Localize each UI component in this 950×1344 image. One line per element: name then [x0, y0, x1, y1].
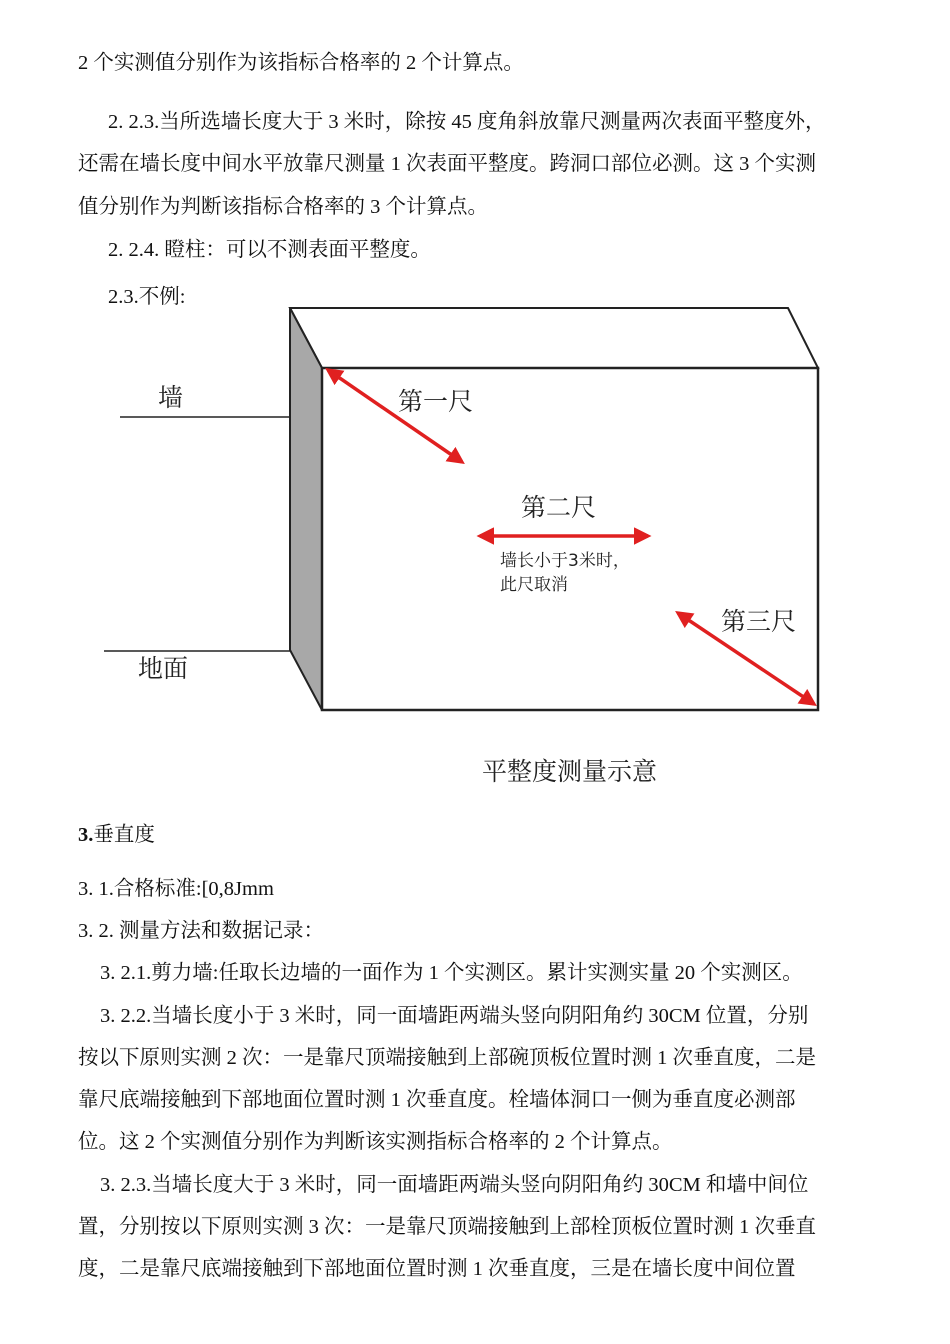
- ruler2-label: 第二尺: [521, 493, 597, 522]
- text-line: 2. 2.4. 瞪柱：可以不测表面平整度。: [108, 239, 431, 261]
- text-line: 置，分别按以下原则实测 3 次：一是靠尺顶端接触到上部栓顶板位置时测 1 次垂直: [78, 1216, 816, 1238]
- ruler1-label: 第一尺: [398, 387, 474, 416]
- wall-label: 墙: [158, 383, 184, 412]
- text-line: 2.3.不例:: [108, 286, 186, 308]
- section-heading: [78, 822, 155, 848]
- text-line: 3. 1.合格标准:[0,8Jmm: [78, 878, 274, 900]
- text-line: 度，二是靠尺底端接触到下部地面位置时测 1 次垂直度，三是在墙长度中间位置: [78, 1258, 796, 1280]
- text-line: 按以下原则实测 2 次：一是靠尺顶端接触到上部碗顶板位置时测 1 次垂直度，二是: [78, 1047, 816, 1069]
- text-line: 3. 2.1.剪力墙:任取长边墙的一面作为 1 个实测区。累计实测实量 20 个实测区。: [100, 962, 803, 984]
- flatness-diagram: [0, 290, 950, 810]
- section-title: 垂直度: [93, 824, 155, 846]
- text-line: 2 个实测值分别作为该指标合格率的 2 个计算点。: [78, 52, 524, 74]
- wall-top-face: [290, 308, 818, 368]
- text-line: 值分别作为判断该指标合格率的 3 个计算点。: [78, 196, 488, 218]
- section-number: 3.: [78, 824, 94, 846]
- text-line: 3. 2.2.当墙长度小于 3 米时，同一面墙距两端头竖向阴阳角约 30CM 位置，分别: [100, 1005, 809, 1027]
- ruler3-label: 第三尺: [721, 607, 797, 636]
- ruler2-note-line1: 墙长小于3米时，: [500, 551, 630, 571]
- text-line: 3. 2.3.当墙长度大于 3 米时，同一面墙距两端头竖向阴阳角约 30CM 和墙中间位: [100, 1174, 809, 1196]
- text-line: 位。这 2 个实测值分别作为判断该实测指标合格率的 2 个计算点。: [78, 1131, 673, 1153]
- text-line: 还需在墙长度中间水平放靠尺测量 1 次表面平整度。跨洞口部位必测。这 3 个实测: [78, 153, 816, 175]
- text-line: 3. 2. 测量方法和数据记录：: [78, 920, 324, 942]
- wall-side-face: [290, 308, 322, 710]
- ground-label: 地面: [138, 654, 189, 683]
- ruler2-note-line2: 此尺取消: [500, 575, 568, 595]
- text-line: 2. 2.3.当所选墙长度大于 3 米时，除按 45 度角斜放靠尺测量两次表面平整度外，: [108, 111, 826, 133]
- diagram-caption: 平整度测量示意: [482, 757, 658, 786]
- text-line: 靠尺底端接触到下部地面位置时测 1 次垂直度。栓墙体洞口一侧为垂直度必测部: [78, 1089, 796, 1111]
